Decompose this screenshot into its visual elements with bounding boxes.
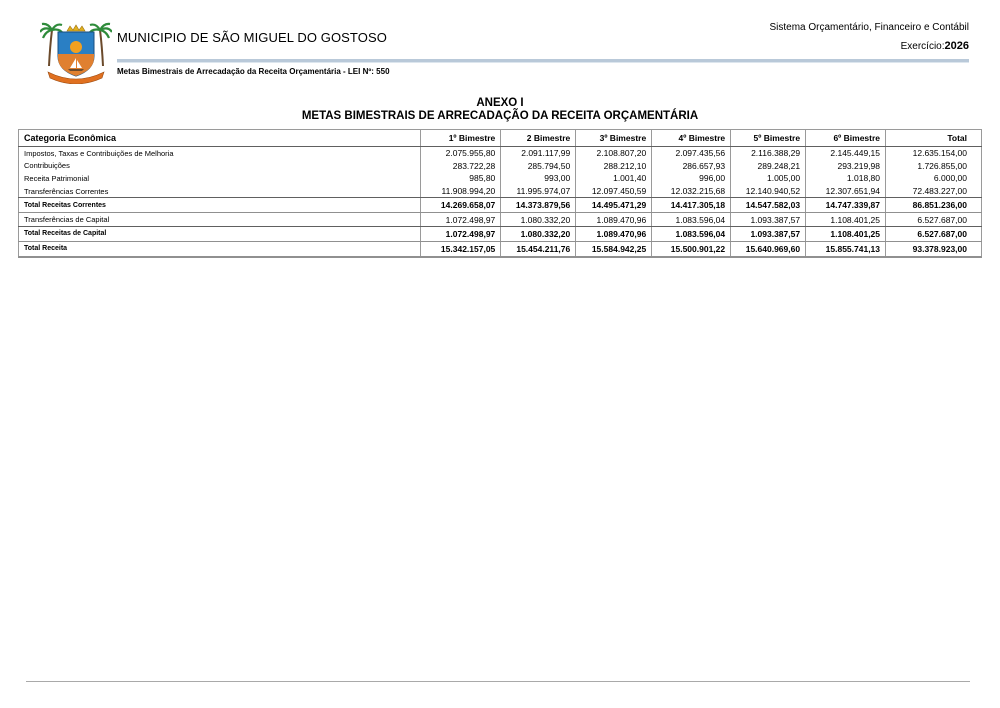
table-row xyxy=(19,147,982,160)
table-cell: 15.584.942,25 xyxy=(576,241,652,257)
table-cell: 6.527.687,00 xyxy=(886,213,982,227)
exercise-year: 2026 xyxy=(944,40,969,52)
table-cell: 2.091.117,99 xyxy=(501,147,576,160)
col-header: 2 Bimestre xyxy=(501,130,576,147)
table-header-row xyxy=(19,130,982,147)
table-cell: 1.083.596,04 xyxy=(652,213,731,227)
table-cell: 14.269.658,07 xyxy=(421,198,501,213)
footer-divider xyxy=(26,681,970,682)
col-header: Categoria Econômica xyxy=(19,130,421,147)
report-title: METAS BIMESTRAIS DE ARRECADAÇÃO DA RECEITA ORÇAMENTÁRIA xyxy=(301,110,699,122)
table-cell: 1.083.596,04 xyxy=(652,226,731,241)
table-cell: 1.726.855,00 xyxy=(886,160,982,173)
table-cell: 1.080.332,20 xyxy=(501,226,576,241)
table-cell: 12.140.940,52 xyxy=(731,185,806,198)
table-cell: 15.342.157,05 xyxy=(421,241,501,257)
table-cell: 15.640.969,60 xyxy=(731,241,806,257)
report-subtitle: Metas Bimestrais de Arrecadação da Receita Orçamentária - LEI Nº: 550 xyxy=(117,67,390,76)
total-row-capital xyxy=(19,226,982,241)
table-cell: 12.032.215,68 xyxy=(652,185,731,198)
table-cell: 15.454.211,76 xyxy=(501,241,576,257)
total-row-current xyxy=(19,198,982,213)
table-cell: 1.089.470,96 xyxy=(576,226,652,241)
table-cell: 996,00 xyxy=(652,172,731,185)
table-cell: 12.635.154,00 xyxy=(886,147,982,160)
table-cell: 1.072.498,97 xyxy=(421,213,501,227)
table-cell: 72.483.227,00 xyxy=(886,185,982,198)
table-cell: 11.995.974,07 xyxy=(501,185,576,198)
table-cell: 15.500.901,22 xyxy=(652,241,731,257)
table-row xyxy=(19,213,982,227)
table-cell: 6.000,00 xyxy=(886,172,982,185)
coat-of-arms-logo xyxy=(40,22,112,84)
table-cell: 2.116.388,29 xyxy=(731,147,806,160)
table-cell: 1.005,00 xyxy=(731,172,806,185)
table-cell: 12.097.450,59 xyxy=(576,185,652,198)
table-cell: 6.527.687,00 xyxy=(886,226,982,241)
col-header: 6º Bimestre xyxy=(806,130,886,147)
table-cell: 2.108.807,20 xyxy=(576,147,652,160)
table-cell: 1.089.470,96 xyxy=(576,213,652,227)
annex-title: ANEXO I xyxy=(476,97,524,109)
table-cell: Impostos, Taxas e Contribuições de Melhoria xyxy=(19,147,421,160)
table-row xyxy=(19,172,982,185)
exercise-info xyxy=(901,40,969,52)
table-cell: 14.495.471,29 xyxy=(576,198,652,213)
col-header: 5º Bimestre xyxy=(731,130,806,147)
table-cell: 86.851.236,00 xyxy=(886,198,982,213)
table-cell: 1.018,80 xyxy=(806,172,886,185)
col-header: 1º Bimestre xyxy=(421,130,501,147)
table-cell: 14.373.879,56 xyxy=(501,198,576,213)
table-row xyxy=(19,185,982,198)
table-cell: Total Receitas de Capital xyxy=(19,226,421,241)
table-cell: Receita Patrimonial xyxy=(19,172,421,185)
table-cell: 993,00 xyxy=(501,172,576,185)
table-cell: 1.072.498,97 xyxy=(421,226,501,241)
table-cell: 14.747.339,87 xyxy=(806,198,886,213)
col-header: 4º Bimestre xyxy=(652,130,731,147)
table-cell: 1.093.387,57 xyxy=(731,226,806,241)
table-cell: 286.657,93 xyxy=(652,160,731,173)
table-cell: 15.855.741,13 xyxy=(806,241,886,257)
table-cell: 1.080.332,20 xyxy=(501,213,576,227)
table-cell: 288.212,10 xyxy=(576,160,652,173)
table-cell: 283.722,28 xyxy=(421,160,501,173)
table-cell: 1.108.401,25 xyxy=(806,213,886,227)
table-cell: Contribuições xyxy=(19,160,421,173)
header-divider-shadow xyxy=(117,62,969,63)
table-cell: 289.248,21 xyxy=(731,160,806,173)
table-cell: 14.417.305,18 xyxy=(652,198,731,213)
table-row xyxy=(19,160,982,173)
table-cell: Transferências de Capital xyxy=(19,213,421,227)
table-cell: 2.145.449,15 xyxy=(806,147,886,160)
revenue-targets-table xyxy=(18,129,982,258)
municipality-name: MUNICIPIO DE SÃO MIGUEL DO GOSTOSO xyxy=(117,30,387,45)
total-row-revenue xyxy=(19,241,982,257)
table-cell: Total Receita xyxy=(19,241,421,257)
system-name: Sistema Orçamentário, Financeiro e Contábil xyxy=(769,22,969,33)
table-cell: 1.093.387,57 xyxy=(731,213,806,227)
col-header: 3º Bimestre xyxy=(576,130,652,147)
table-cell: 2.075.955,80 xyxy=(421,147,501,160)
table-cell: 12.307.651,94 xyxy=(806,185,886,198)
table-cell: 14.547.582,03 xyxy=(731,198,806,213)
col-header: Total xyxy=(886,130,982,147)
table-cell: Total Receitas Correntes xyxy=(19,198,421,213)
table-cell: 11.908.994,20 xyxy=(421,185,501,198)
table-cell: 985,80 xyxy=(421,172,501,185)
table-cell: 293.219,98 xyxy=(806,160,886,173)
table-cell: 1.001,40 xyxy=(576,172,652,185)
table-cell: Transferências Correntes xyxy=(19,185,421,198)
table-cell: 2.097.435,56 xyxy=(652,147,731,160)
table-cell: 1.108.401,25 xyxy=(806,226,886,241)
exercise-label: Exercício: xyxy=(900,41,945,52)
table-cell: 285.794,50 xyxy=(501,160,576,173)
table-cell: 93.378.923,00 xyxy=(886,241,982,257)
